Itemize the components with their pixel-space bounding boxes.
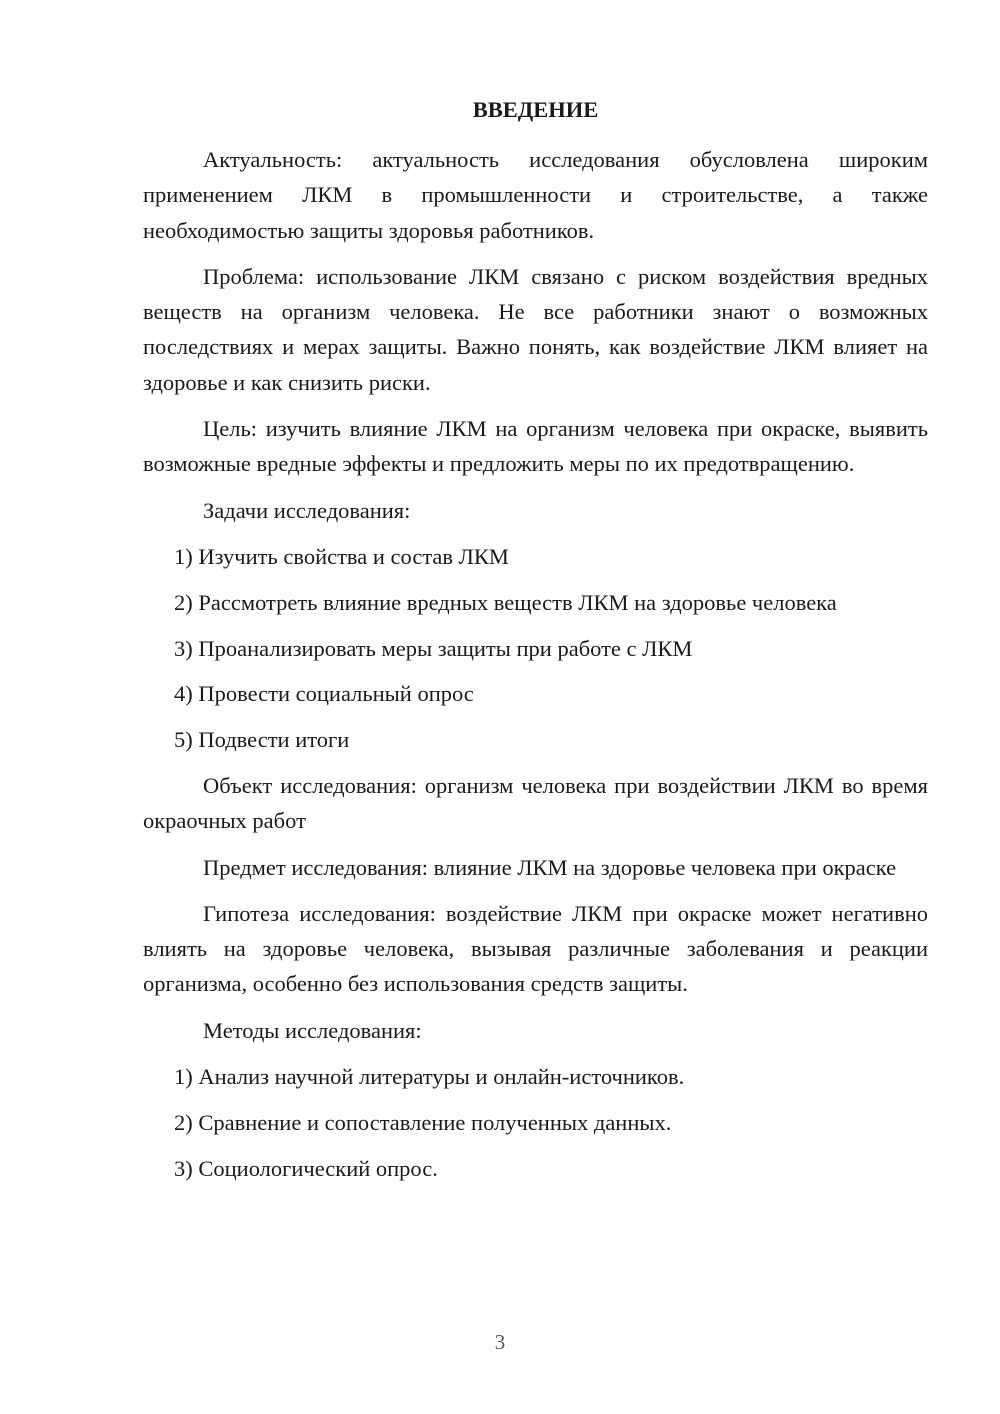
document-page	[143, 92, 928, 1196]
list-item: 3) Проанализировать меры защиты при работе с ЛКМ	[174, 635, 693, 661]
tasks-list	[143, 539, 928, 757]
list-item: 2) Рассмотреть влияние вредных веществ ЛКМ на здоровье человека	[174, 589, 837, 615]
methods-list	[143, 1059, 928, 1186]
tasks-title: Задачи исследования:	[203, 497, 411, 523]
page-number: 3	[494, 1330, 506, 1354]
paragraph-goal: Цель: изучить влияние ЛКМ на организм человека при окраске, выявить возможные вредные эффекты и предложить меры по их предотвращению.	[143, 416, 928, 477]
paragraph-hypothesis: Гипотеза исследования: воздействие ЛКМ при окраске может негативно влиять на здоровье человека, вызывая различные заболевания и реакции организма, особенно без использования средств защиты.	[143, 900, 928, 997]
paragraph-relevance: Актуальность: актуальность исследования обусловлена широким применением ЛКМ в промышленности и строительстве, а также необходимостью защиты здоровья работников.	[143, 147, 928, 243]
list-item: 1) Изучить свойства и состав ЛКМ	[174, 543, 509, 569]
paragraph-problem: Проблема: использование ЛКМ связано с риском воздействия вредных веществ на организм человека. Не все работники знают о возможных последствиях и мерах защиты. Важно понять, как воздействие ЛКМ влияет на здоровье и как снизить риски.	[143, 263, 928, 395]
list-item: 1) Анализ научной литературы и онлайн-источников.	[174, 1064, 685, 1090]
list-item: 4) Провести социальный опрос	[174, 681, 474, 707]
list-item: 2) Сравнение и сопоставление полученных данных.	[174, 1109, 672, 1135]
section-heading: ВВЕДЕНИЕ	[472, 97, 599, 122]
paragraph-subject: Предмет исследования: влияние ЛКМ на здоровье человека при окраске	[203, 854, 897, 880]
list-item: 3) Социологический опрос.	[174, 1155, 438, 1181]
methods-title: Методы исследования:	[203, 1017, 422, 1043]
paragraph-object: Объект исследования: организм человека при воздействии ЛКМ во время окраочных работ	[143, 772, 928, 834]
list-item: 5) Подвести итоги	[174, 727, 350, 753]
